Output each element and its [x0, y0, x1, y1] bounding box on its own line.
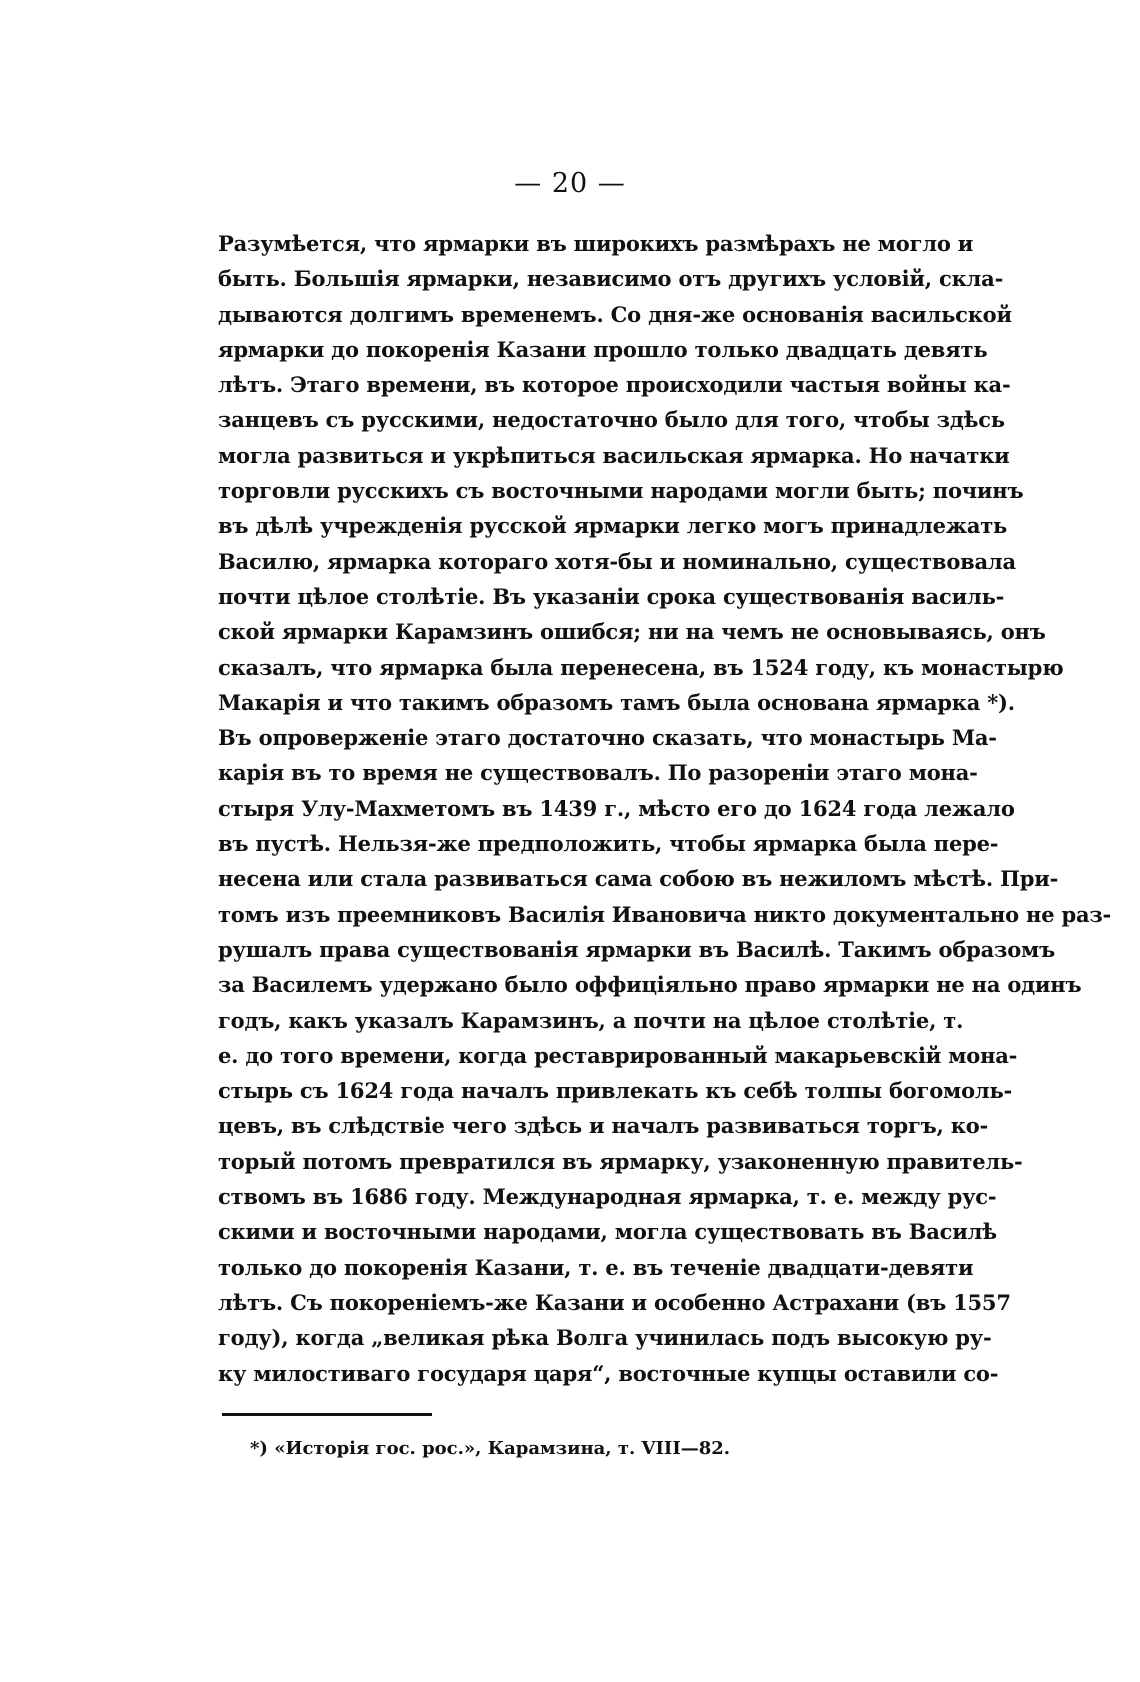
text-line: Разумѣется, что ярмарки въ широкихъ размѣрахъ не могло и: [218, 231, 974, 256]
text-line: занцевъ съ русскими, недостаточно было для того, чтобы здѣсь: [218, 407, 1005, 433]
text-line: за Василемъ удержано было оффиціяльно право ярмарки не на одинъ: [218, 972, 1082, 998]
text-line: ствомъ въ 1686 году. Международная ярмарка, т. е. между рус-: [218, 1184, 997, 1210]
text-line: стыря Улу-Махметомъ въ 1439 г., мѣсто его до 1624 года лежало: [218, 795, 1015, 821]
text-line: скими и восточными народами, могла существовать въ Василѣ: [218, 1219, 997, 1245]
text-line: почти цѣлое столѣтіе. Въ указаніи срока существованія василь-: [218, 583, 1005, 609]
text-line: стырь съ 1624 года началъ привлекать къ себѣ толпы богомоль-: [218, 1078, 1013, 1104]
body-text: [218, 226, 1112, 1391]
text-line: лѣтъ. Съ покореніемъ-же Казани и особенно Астрахани (въ 1557: [218, 1289, 1011, 1315]
text-line: лѣтъ. Этаго времени, въ которое происходили частыя войны ка-: [218, 372, 1011, 398]
text-line: рушалъ права существованія ярмарки въ Василѣ. Такимъ образомъ: [218, 936, 1055, 962]
text-line: годъ, какъ указалъ Карамзинъ, а почти на цѣлое столѣтіе, т.: [218, 1007, 964, 1033]
text-line: дываются долгимъ временемъ. Со дня-же основанія васильской: [218, 301, 1012, 327]
text-line: Въ опроверженіе этаго достаточно сказать, что монастырь Ма-: [218, 725, 997, 751]
text-line: въ дѣлѣ учрежденія русской ярмарки легко могъ принадлежать: [218, 513, 1008, 539]
text-line: быть. Большія ярмарки, независимо отъ другихъ условій, скла-: [218, 266, 1004, 292]
text-line: въ пустѣ. Нельзя-же предположить, чтобы ярмарка была пере-: [218, 831, 999, 857]
text-line: торый потомъ превратился въ ярмарку, узаконенную правитель-: [218, 1148, 1023, 1174]
text-line: сказалъ, что ярмарка была перенесена, въ 1524 году, къ монастырю: [218, 654, 1064, 680]
footnote: *) «Исторія гос. рос.», Карамзина, т. VIII—82.: [250, 1438, 731, 1459]
text-line: ской ярмарки Карамзинъ ошибся; ни на чемъ не основываясь, онъ: [218, 619, 1046, 645]
footnote-divider: [222, 1413, 432, 1416]
page-number: — 20 —: [514, 168, 626, 199]
text-line: ярмарки до покоренія Казани прошло только двадцать девять: [218, 336, 988, 362]
text-line: е. до того времени, когда реставрированный макарьевскій мона-: [218, 1042, 1018, 1068]
text-line: только до покоренія Казани, т. е. въ теченіе двадцати-девяти: [218, 1254, 974, 1280]
text-line: несена или стала развиваться сама собою въ нежиломъ мѣстѣ. При-: [218, 866, 1059, 892]
text-line: ку милостиваго государя царя“, восточные купцы оставили со-: [218, 1360, 999, 1386]
text-line: году), когда „великая рѣка Волга учинилась подъ высокую ру-: [218, 1325, 992, 1351]
text-line: могла развиться и укрѣпиться васильская ярмарка. Но начатки: [218, 442, 1010, 468]
text-line: томъ изъ преемниковъ Василія Ивановича никто документально не раз-: [218, 901, 1112, 927]
text-line: Макарія и что такимъ образомъ тамъ была основана ярмарка *).: [218, 689, 1015, 715]
text-line: торговли русскихъ съ восточными народами могли быть; починъ: [218, 478, 1024, 504]
text-line: цевъ, въ слѣдствіе чего здѣсь и началъ развиваться торгъ, ко-: [218, 1113, 989, 1139]
text-line: Василю, ярмарка котораго хотя-бы и номинально, существовала: [218, 548, 1016, 574]
text-line: карія въ то время не существовалъ. По разореніи этаго мона-: [218, 760, 978, 786]
